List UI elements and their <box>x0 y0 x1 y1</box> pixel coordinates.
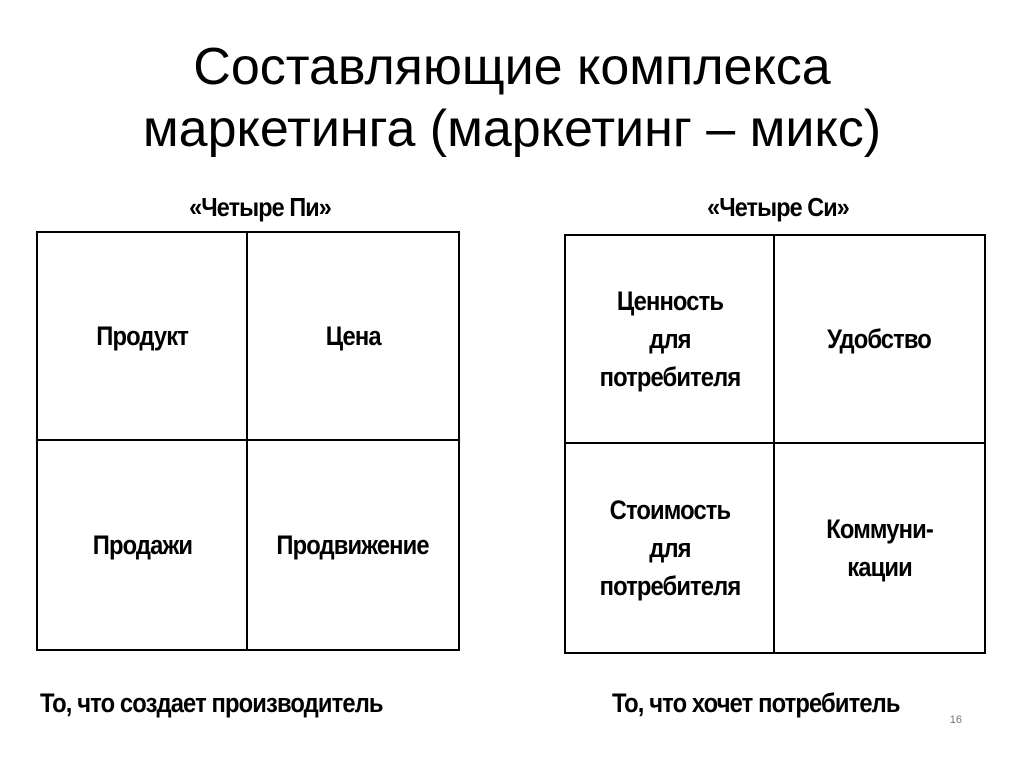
four-cs-cell-customer-cost <box>566 444 775 652</box>
four-ps-cell-price <box>248 233 458 441</box>
four-ps-cell-place-label: Продажи <box>92 530 192 560</box>
four-cs-caption: То, что хочет потребитель <box>612 688 900 718</box>
four-cs-grid <box>564 234 986 654</box>
four-ps-cell-promotion-label: Продвижение <box>276 530 430 560</box>
four-ps-caption: То, что создает производитель <box>40 688 383 718</box>
slide-title-line-2: маркетинга (маркетинг – микс) <box>142 100 882 158</box>
four-ps-cell-price-label: Цена <box>325 321 381 351</box>
page-number: 16 <box>949 714 962 726</box>
four-cs-cell-convenience-label: Удобство <box>827 324 932 354</box>
four-cs-heading: «Четыре Си» <box>707 192 849 222</box>
four-cs-cell-customer-value <box>566 236 775 444</box>
four-ps-grid <box>36 231 460 651</box>
four-cs-cell-customer-value-label: Ценность для потребителя <box>599 286 740 392</box>
four-cs-cell-convenience <box>775 236 984 444</box>
four-ps-cell-product <box>38 233 248 441</box>
slide-title <box>0 36 1024 160</box>
four-cs-cell-communication <box>775 444 984 652</box>
four-cs-cell-communication-label: Коммуни- кации <box>826 514 933 582</box>
slide-title-line-1: Составляющие комплекса <box>193 38 831 96</box>
four-cs-cell-customer-cost-label: Стоимость для потребителя <box>599 495 740 601</box>
four-ps-cell-promotion <box>248 441 458 649</box>
four-ps-cell-product-label: Продукт <box>96 321 188 351</box>
four-ps-cell-place <box>38 441 248 649</box>
four-ps-heading: «Четыре Пи» <box>189 192 331 222</box>
